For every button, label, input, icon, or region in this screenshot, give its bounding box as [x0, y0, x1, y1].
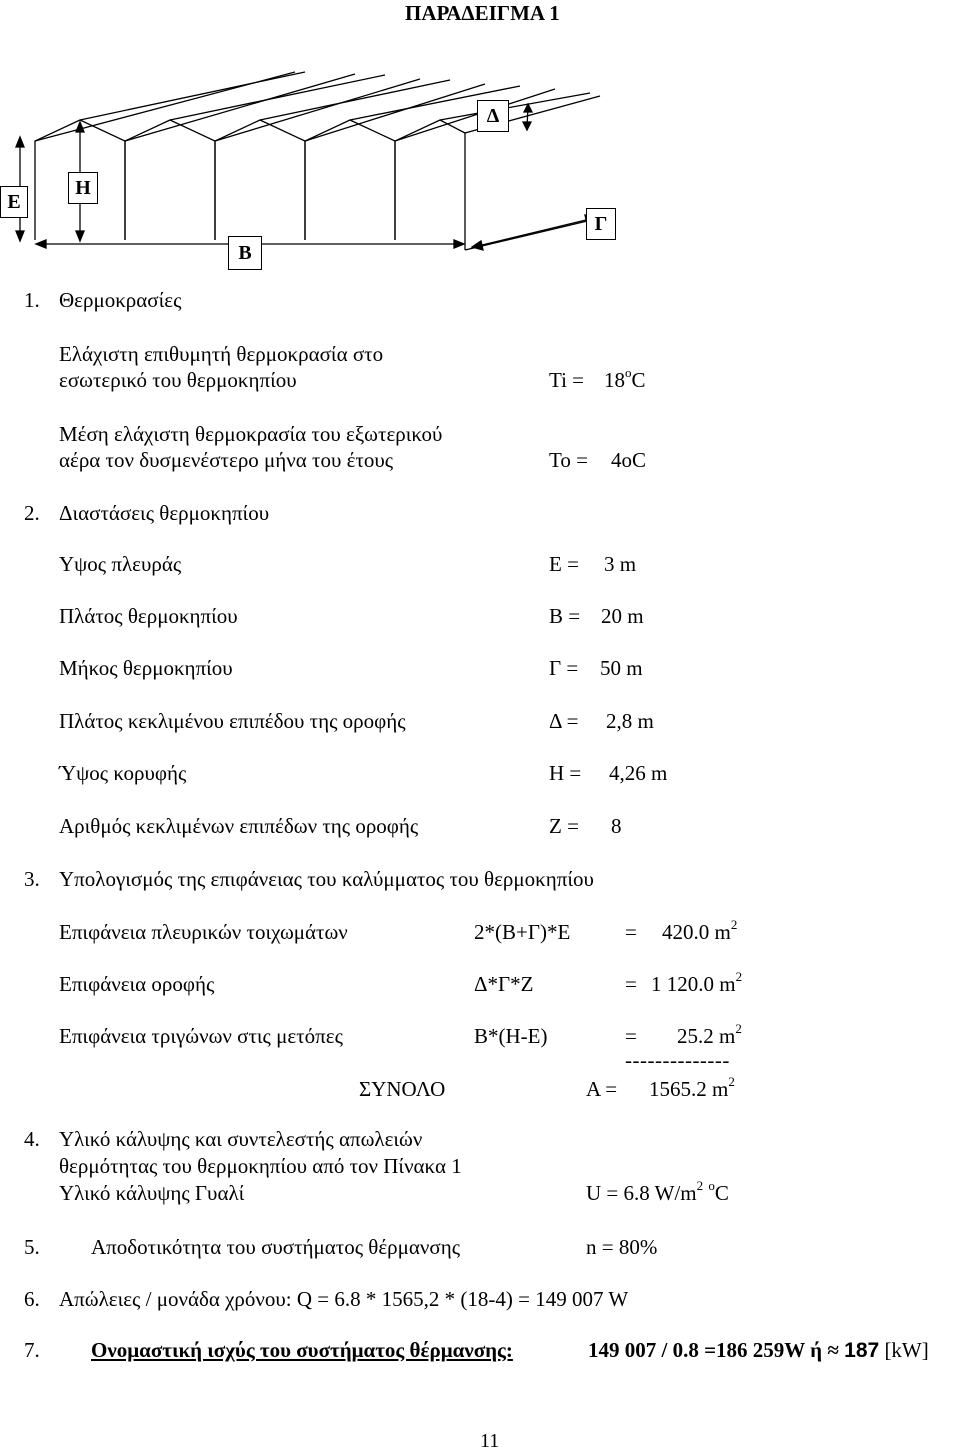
dim-label: Πλάτος κεκλιμένου επιπέδου της οροφής — [59, 709, 406, 733]
section-4-line2: θερμότητας του θερμοκηπίου από τον Πίνακα 1 — [59, 1154, 462, 1178]
section-6-number: 6. — [24, 1287, 40, 1311]
section-7-number: 7. — [24, 1338, 40, 1362]
dim-label: Πλάτος θερμοκηπίου — [59, 604, 238, 628]
section-7-text: Ονομαστική ισχύς του συστήματος θέρμανσης: — [91, 1338, 513, 1362]
to-description-line2: αέρα τον δυσμενέστερο μήνα του έτους — [59, 448, 394, 472]
total-value: 1565.2 $m^2$ — [649, 1074, 735, 1101]
section-2-number: 2. — [24, 501, 40, 525]
greenhouse-diagram — [0, 0, 960, 290]
area-label: Επιφάνεια τριγώνων στις μετόπες — [59, 1024, 343, 1048]
area-equals: = — [625, 1024, 637, 1048]
area-equals: = — [625, 920, 637, 944]
dim-value: 4,26 m — [609, 761, 668, 785]
area-value: 25.2 $m^2$ — [677, 1021, 742, 1048]
section-1-number: 1. — [24, 288, 40, 312]
ti-description-line2: εσωτερικό του θερμοκηπίου — [59, 368, 297, 392]
section-6-text: Απώλειες / μονάδα χρόνου: Q = 6.8 * 1565,2 * (18-4) = 149 007 W — [59, 1287, 629, 1311]
label-box-gamma: Γ — [586, 208, 616, 240]
section-1-title: Θερμοκρασίες — [59, 288, 182, 312]
section-3-title: Υπολογισμός της επιφάνειας του καλύμματος του θερμοκηπίου — [59, 867, 594, 891]
ti-value: 18$^o$C — [604, 365, 646, 392]
approx-symbol: ≈ — [827, 1338, 839, 1362]
total-label: ΣΥΝΟΛΟ — [359, 1077, 446, 1101]
section-4-number: 4. — [24, 1127, 40, 1151]
sum-separator: -------------- — [625, 1048, 730, 1072]
dim-value: 20 m — [601, 604, 644, 628]
page-number: 11 — [480, 1430, 500, 1452]
dim-symbol: E = — [549, 552, 579, 576]
front-gable-3 — [215, 120, 305, 240]
ti-symbol: Ti = — [549, 368, 585, 392]
dim-label: Ύψος κορυφής — [59, 761, 187, 785]
roof-planes-label: Αριθμός κεκλιμένων επιπέδων της οροφής — [59, 814, 419, 838]
to-description-line1: Μέση ελάχιστη θερμοκρασία του εξωτερικού — [59, 422, 443, 446]
section-7-result: 149 007 / 0.8 =186 259W ή ≈ 187 [kW] — [588, 1338, 929, 1362]
page-title: ΠΑΡΑΔΕΙΓΜΑ 1 — [405, 1, 560, 25]
area-formula: 2*(B+Γ)*E — [474, 920, 571, 944]
total-symbol: A = — [586, 1077, 618, 1101]
area-value: 1 120.0 $m^2$ — [651, 969, 743, 996]
section-2-title: Διαστάσεις θερμοκηπίου — [59, 501, 270, 525]
section-5-number: 5. — [24, 1235, 40, 1259]
dim-label: Υψος πλευράς — [59, 552, 182, 576]
dim-symbol: Δ = — [549, 709, 579, 733]
roof-planes-value: 8 — [611, 814, 622, 838]
dim-symbol: Γ = — [549, 656, 579, 680]
area-label: Επιφάνεια πλευρικών τοιχωμάτων — [59, 920, 348, 944]
area-value: 420.0 $m^2$ — [662, 917, 738, 944]
base-line — [465, 218, 600, 250]
dim-symbol: H = — [549, 761, 582, 785]
dim-value: 3 m — [604, 552, 637, 576]
efficiency-value: n = 80% — [586, 1235, 658, 1259]
dim-label: Μήκος θερμοκηπίου — [59, 656, 233, 680]
to-value: 4oC — [611, 448, 647, 472]
dim-value: 2,8 m — [606, 709, 654, 733]
section-4-line1: Υλικό κάλυψης και συντελεστής απωλειών — [59, 1127, 423, 1151]
dim-value: 50 m — [600, 656, 643, 680]
roof-planes-symbol: Z = — [549, 814, 579, 838]
dim-symbol: B = — [549, 604, 581, 628]
u-value: U = 6.8 $W/m^2$ $^o$C — [586, 1178, 729, 1205]
section-5-text: Αποδοτικότητα του συστήματος θέρμανσης — [91, 1235, 461, 1259]
section-3-number: 3. — [24, 867, 40, 891]
area-formula: B*(H-E) — [474, 1024, 548, 1048]
area-formula: Δ*Γ*Z — [474, 972, 534, 996]
label-box-b: B — [228, 236, 262, 270]
ti-description-line1: Ελάχιστη επιθυμητή θερμοκρασία στο — [59, 342, 384, 366]
section-4-line3: Υλικό κάλυψης Γυαλί — [59, 1181, 245, 1205]
label-box-h: H — [68, 172, 98, 204]
area-label: Επιφάνεια οροφής — [59, 972, 215, 996]
front-gable-2 — [125, 120, 215, 240]
label-box-delta: Δ — [477, 100, 509, 132]
front-gable-4 — [305, 120, 395, 240]
to-symbol: To = — [549, 448, 588, 472]
area-equals: = — [625, 972, 637, 996]
label-box-e: E — [0, 186, 28, 218]
